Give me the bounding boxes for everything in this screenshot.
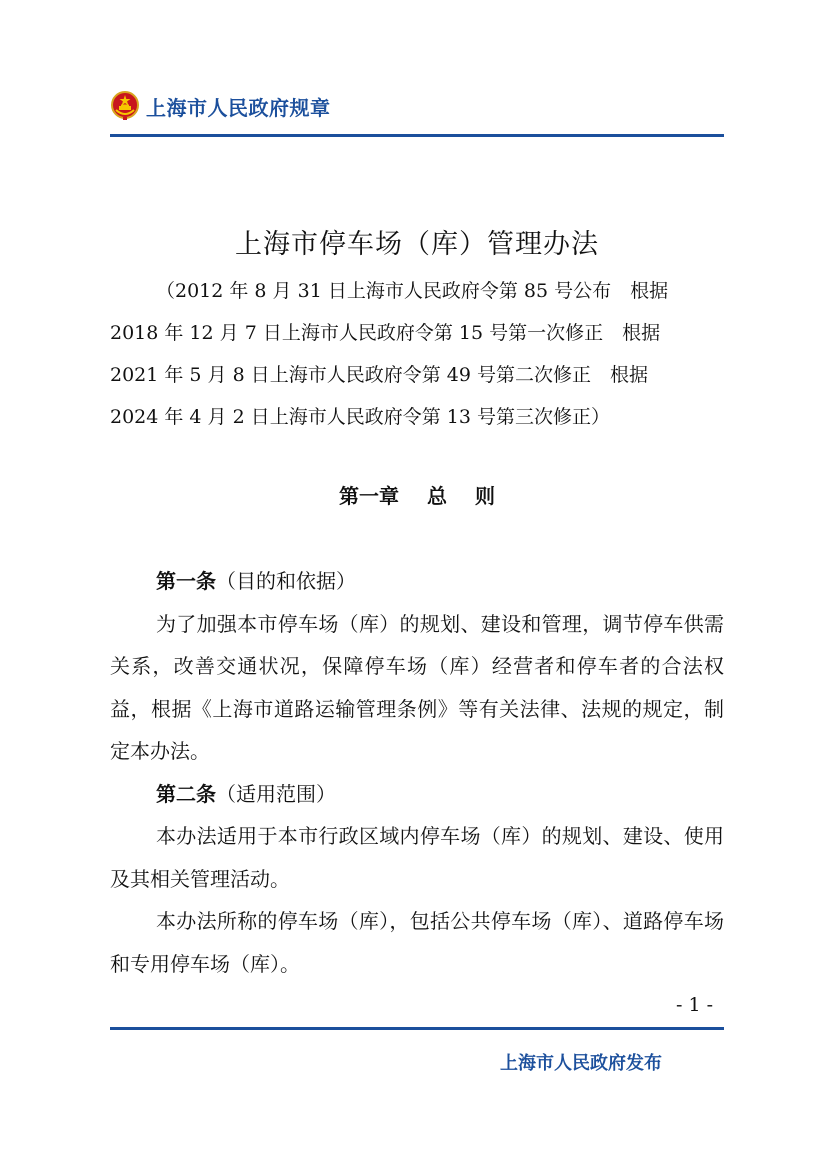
document-body [110,560,724,985]
document-title: 上海市停车场（库）管理办法 [235,229,599,260]
article-subject: （适用范围） [216,781,336,806]
page-header [110,88,331,124]
chapter-number: 第一章 [339,484,399,508]
article-subject: （目的和依据） [216,569,356,593]
header-divider [110,134,724,137]
chapter-title-char: 总 [427,484,447,508]
promulgation-note [110,270,730,438]
promulgation-line: （2012 年 8 月 31 日上海市人民政府令第 85 号公布 根据 [156,280,669,302]
chapter-heading [110,480,724,509]
article-number: 第二条 [156,781,216,806]
promulgation-line: 2024 年 4 月 2 日上海市人民政府令第 13 号第三次修正） [110,406,610,428]
footer-publisher: 上海市人民政府发布 [500,1053,662,1074]
header-title: 上海市人民政府规章 [146,95,331,120]
chapter-title-char: 则 [475,484,495,508]
promulgation-line: 2021 年 5 月 8 日上海市人民政府令第 49 号第二次修正 根据 [110,364,648,386]
article-paragraph: 本办法所称的停车场（库），包括公共停车场（库）、道路停车场和专用停车场（库）。 [110,909,724,976]
promulgation-line: 2018 年 12 月 7 日上海市人民政府令第 15 号第一次修正 根据 [110,322,661,344]
article-paragraph: 本办法适用于本市行政区域内停车场（库）的规划、建设、使用及其相关管理活动。 [110,824,724,891]
article-heading [110,773,724,816]
footer-divider [110,1027,724,1030]
article-heading [110,560,724,603]
article-number: 第一条 [156,569,216,593]
article-paragraph: 为了加强本市停车场（库）的规划、建设和管理，调节停车供需关系，改善交通状况，保障停车场（库）经营者和停车者的合法权益，根据《上海市道路运输管理条例》等有关法律、法规的规定，制定本办法。 [110,611,724,763]
page-number: - 1 - [676,994,714,1016]
national-emblem-icon [110,91,140,121]
